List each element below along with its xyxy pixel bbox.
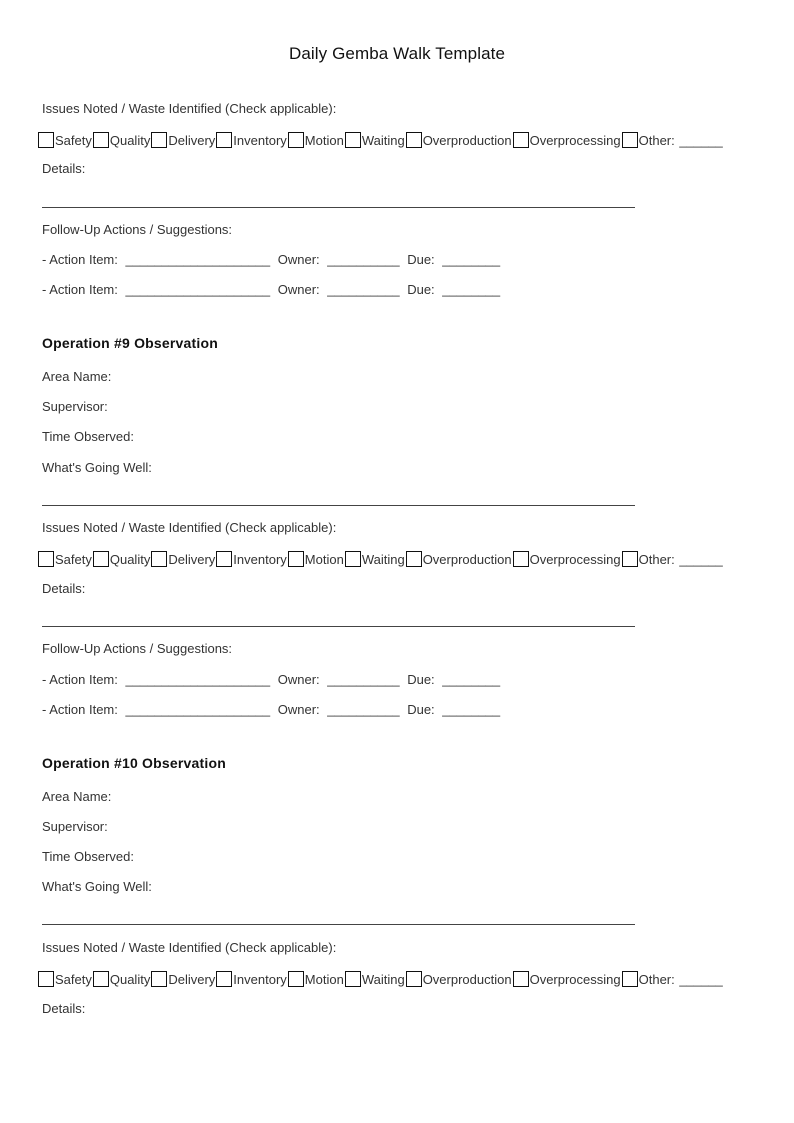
checkbox-quality[interactable]	[93, 971, 109, 987]
checkbox-overprocessing[interactable]	[513, 551, 529, 567]
checkbox-quality[interactable]	[93, 551, 109, 567]
checkbox-label: Waiting	[361, 971, 405, 987]
action-item-blank[interactable]: ____________________	[125, 702, 271, 717]
details-label: Details:	[42, 161, 86, 176]
due-label: Due:	[407, 702, 435, 717]
action-item-label: - Action Item:	[42, 282, 118, 297]
issues-label: Issues Noted / Waste Identified (Check applicable):	[42, 940, 337, 955]
supervisor-label: Supervisor:	[42, 399, 108, 414]
action-item-blank[interactable]: ____________________	[125, 282, 271, 297]
action-item-label: - Action Item:	[42, 252, 118, 267]
checkbox-label: Overproduction	[422, 971, 512, 987]
checkbox-label: Inventory	[233, 971, 287, 987]
owner-label: Owner:	[277, 282, 320, 297]
waste-checklist	[38, 969, 723, 989]
checkbox-label: Delivery	[168, 551, 216, 567]
area-name-label: Area Name:	[42, 369, 112, 384]
other-blank[interactable]: ______	[679, 132, 723, 148]
details-label: Details:	[42, 581, 86, 596]
issues-label: Issues Noted / Waste Identified (Check applicable):	[42, 520, 337, 535]
checkbox-label: Overprocessing	[529, 551, 621, 567]
going-well-label: What's Going Well:	[42, 460, 152, 475]
waste-checklist	[38, 130, 723, 150]
due-blank[interactable]: ________	[442, 672, 501, 687]
checkbox-label: Overproduction	[422, 551, 512, 567]
checkbox-label: Safety	[55, 551, 92, 567]
due-label: Due:	[407, 252, 435, 267]
action-item-row[interactable]	[42, 702, 500, 718]
owner-blank[interactable]: __________	[327, 672, 400, 687]
action-item-row[interactable]	[42, 252, 500, 268]
area-name-label: Area Name:	[42, 789, 112, 804]
action-item-row[interactable]	[42, 282, 500, 298]
checkbox-waiting[interactable]	[345, 971, 361, 987]
checkbox-waiting[interactable]	[345, 132, 361, 148]
checkbox-other[interactable]	[622, 551, 638, 567]
followup-label: Follow-Up Actions / Suggestions:	[42, 641, 233, 656]
checkbox-label: Overprocessing	[529, 132, 621, 148]
checkbox-motion[interactable]	[288, 971, 304, 987]
checkbox-label: Motion	[304, 971, 344, 987]
checkbox-safety[interactable]	[38, 132, 54, 148]
checkbox-other[interactable]	[622, 971, 638, 987]
owner-label: Owner:	[277, 702, 320, 717]
checkbox-label: Motion	[304, 551, 344, 567]
checkbox-overproduction[interactable]	[406, 971, 422, 987]
checkbox-label: Inventory	[233, 551, 287, 567]
checkbox-label: Safety	[55, 132, 92, 148]
action-item-row[interactable]	[42, 672, 500, 688]
checkbox-safety[interactable]	[38, 971, 54, 987]
checkbox-delivery[interactable]	[151, 971, 167, 987]
due-blank[interactable]: ________	[442, 702, 501, 717]
checkbox-overprocessing[interactable]	[513, 971, 529, 987]
other-blank[interactable]: ______	[679, 971, 723, 987]
checkbox-label: Quality	[109, 551, 151, 567]
checkbox-label: Delivery	[168, 971, 216, 987]
checkbox-label: Safety	[55, 971, 92, 987]
owner-blank[interactable]: __________	[327, 702, 400, 717]
checkbox-other[interactable]	[622, 132, 638, 148]
due-blank[interactable]: ________	[442, 282, 501, 297]
checkbox-inventory[interactable]	[216, 551, 232, 567]
checkbox-label: Inventory	[233, 132, 287, 148]
checkbox-waiting[interactable]	[345, 551, 361, 567]
details-label: Details:	[42, 1001, 86, 1016]
going-well-line[interactable]	[42, 924, 635, 925]
supervisor-label: Supervisor:	[42, 819, 108, 834]
section-heading: Operation #10 Observation	[42, 755, 226, 771]
other-blank[interactable]: ______	[679, 551, 723, 567]
checkbox-label: Waiting	[361, 132, 405, 148]
action-item-blank[interactable]: ____________________	[125, 252, 271, 267]
checkbox-label: Waiting	[361, 551, 405, 567]
document-title: Daily Gemba Walk Template	[288, 44, 506, 63]
checkbox-label: Other:	[638, 971, 675, 987]
checkbox-overprocessing[interactable]	[513, 132, 529, 148]
checkbox-motion[interactable]	[288, 551, 304, 567]
followup-label: Follow-Up Actions / Suggestions:	[42, 222, 233, 237]
owner-label: Owner:	[277, 672, 320, 687]
due-blank[interactable]: ________	[442, 252, 501, 267]
details-line[interactable]	[42, 207, 635, 208]
waste-checklist	[38, 549, 723, 569]
owner-blank[interactable]: __________	[327, 252, 400, 267]
checkbox-label: Overproduction	[422, 132, 512, 148]
checkbox-delivery[interactable]	[151, 551, 167, 567]
owner-label: Owner:	[277, 252, 320, 267]
issues-label: Issues Noted / Waste Identified (Check applicable):	[42, 101, 337, 116]
checkbox-label: Quality	[109, 971, 151, 987]
checkbox-label: Other:	[638, 551, 675, 567]
checkbox-label: Other:	[638, 132, 675, 148]
time-observed-label: Time Observed:	[42, 429, 134, 444]
action-item-label: - Action Item:	[42, 702, 118, 717]
checkbox-inventory[interactable]	[216, 132, 232, 148]
checkbox-inventory[interactable]	[216, 971, 232, 987]
checkbox-quality[interactable]	[93, 132, 109, 148]
due-label: Due:	[407, 282, 435, 297]
going-well-label: What's Going Well:	[42, 879, 152, 894]
checkbox-label: Overprocessing	[529, 971, 621, 987]
due-label: Due:	[407, 672, 435, 687]
checkbox-overproduction[interactable]	[406, 132, 422, 148]
section-heading: Operation #9 Observation	[42, 335, 218, 351]
checkbox-delivery[interactable]	[151, 132, 167, 148]
action-item-blank[interactable]: ____________________	[125, 672, 271, 687]
checkbox-label: Motion	[304, 132, 344, 148]
details-line[interactable]	[42, 626, 635, 627]
checkbox-motion[interactable]	[288, 132, 304, 148]
owner-blank[interactable]: __________	[327, 282, 400, 297]
checkbox-safety[interactable]	[38, 551, 54, 567]
time-observed-label: Time Observed:	[42, 849, 134, 864]
checkbox-overproduction[interactable]	[406, 551, 422, 567]
going-well-line[interactable]	[42, 505, 635, 506]
checkbox-label: Delivery	[168, 132, 216, 148]
action-item-label: - Action Item:	[42, 672, 118, 687]
checkbox-label: Quality	[109, 132, 151, 148]
